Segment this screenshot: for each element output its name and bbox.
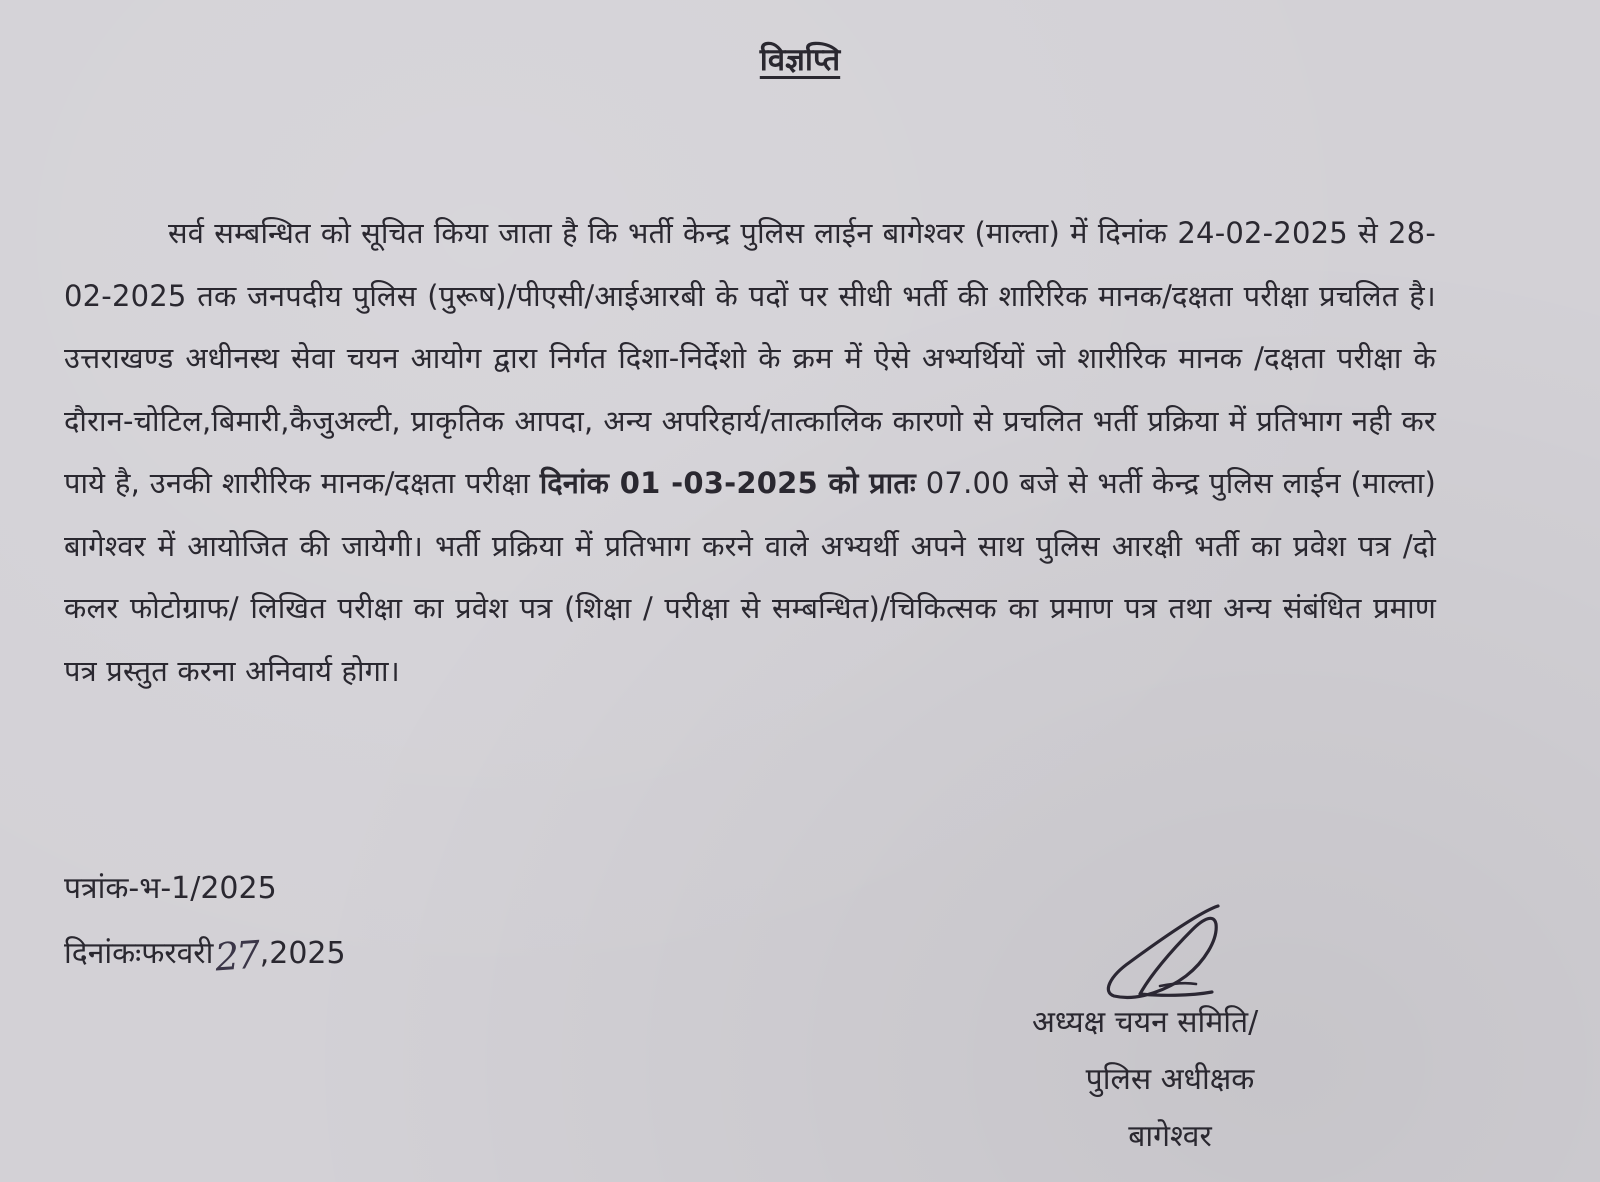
heading-text: विज्ञप्ति bbox=[759, 42, 841, 78]
signatory-block bbox=[1000, 994, 1340, 1165]
signatory-line1: अध्यक्ष चयन समिति/ bbox=[1032, 1005, 1259, 1040]
notice-heading bbox=[0, 38, 1600, 80]
notice-body bbox=[64, 202, 1436, 702]
body-text-part2: 07.00 बजे से भर्ती केन्द्र पुलिस लाईन (माल्ता) बागेश्वर में आयोजित की जायेगी। भर्ती प्रक्रिया में प्रतिभाग करने वाले अभ्यर्थी अपने साथ पुलिस आरक्षी भर्ती का प्रवेश पत्र /दो कलर फोटोग्राफ/ लिखित परीक्षा का प्रवेश पत्र (शिक्षा / परीक्षा से सम्बन्धित)/चिकित्सक का प्रमाण पत्र तथा अन्य संबंधित प्रमाण पत्र प्रस्तुत करना अनिवार्य होगा। bbox=[64, 466, 1436, 688]
handwritten-day: 27 bbox=[213, 932, 260, 980]
signatory-line2: पुलिस अधीक्षक bbox=[1085, 1062, 1255, 1097]
date-year: ,2025 bbox=[259, 936, 346, 971]
letter-date bbox=[64, 928, 346, 980]
body-text-part1: सर्व सम्बन्धित को सूचित किया जाता है कि भर्ती केन्द्र पुलिस लाईन बागेश्वर (माल्ता) में दिनांक 24-02-2025 से 28-02-2025 तक जनपदीय पुलिस (पुरूष)/पीएसी/आईआरबी के पदों पर सीधी भर्ती की शारिरिक मानक/दक्षता परीक्षा प्रचलित है। उत्तराखण्ड अधीनस्थ सेवा चयन आयोग द्वारा निर्गत दिशा-निर्देशो के क्रम में ऐसे अभ्यर्थियों जो शारीरिक मानक /दक्षता परीक्षा के दौरान-चोटिल,बिमारी,कैजुअल्टी, प्राकृतिक आपदा, अन्य अपरिहार्य/तात्कालिक कारणो से प्रचलित भर्ती प्रक्रिया में प्रतिभाग नही कर पाये है, उनकी शारीरिक मानक/दक्षता परीक्षा bbox=[64, 216, 1436, 500]
letter-number: पत्रांक-भ-1/2025 bbox=[64, 871, 277, 906]
date-prefix: दिनांकःफरवरी bbox=[64, 936, 214, 971]
body-bold-date: दिनांक 01 -03-2025 को प्रातः bbox=[539, 466, 916, 500]
signatory-line3: बागेश्वर bbox=[1128, 1119, 1212, 1154]
